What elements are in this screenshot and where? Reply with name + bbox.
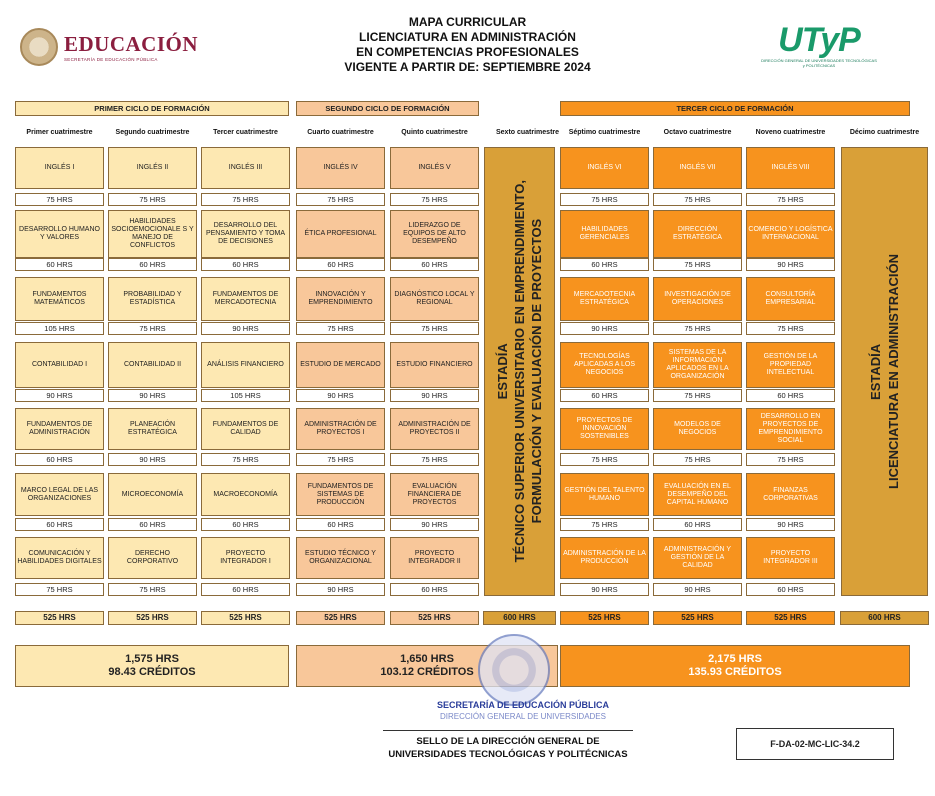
subject-cell: ADMINISTRACIÓN DE PROYECTOS I [296, 408, 385, 450]
column-total-hours: 525 HRS [296, 611, 385, 625]
subject-hours: 75 HRS [560, 453, 649, 466]
subject-hours: 60 HRS [653, 518, 742, 531]
subject-hours: 90 HRS [746, 518, 835, 531]
subject-cell: ADMINISTRACIÓN Y GESTIÓN DE LA CALIDAD [653, 537, 742, 579]
subject-hours: 75 HRS [296, 322, 385, 335]
subject-hours: 90 HRS [15, 389, 104, 402]
subject-hours: 75 HRS [390, 322, 479, 335]
subject-hours: 105 HRS [15, 322, 104, 335]
column-total-hours: 525 HRS [390, 611, 479, 625]
summary-cycle-1 [15, 645, 289, 687]
column-header: Tercer cuatrimestre [213, 128, 278, 136]
subject-hours: 90 HRS [390, 389, 479, 402]
subject-cell: MICROECONOMÍA [108, 473, 197, 516]
subject-hours: 60 HRS [296, 518, 385, 531]
subject-cell: SISTEMAS DE LA INFORMACIÓN APLICADOS EN LA ORGANIZACIÓN [653, 342, 742, 388]
subject-cell: MODELOS DE NEGOCIOS [653, 408, 742, 450]
cycle-header-1: PRIMER CICLO DE FORMACIÓN [15, 101, 289, 116]
subject-hours: 75 HRS [746, 322, 835, 335]
subject-hours: 75 HRS [296, 453, 385, 466]
page-title [300, 15, 635, 75]
summary-credits: 135.93 CRÉDITOS [688, 666, 782, 678]
subject-hours: 75 HRS [15, 583, 104, 596]
column-header: Noveno cuatrimestre [755, 128, 826, 136]
subject-hours: 60 HRS [296, 258, 385, 271]
column-header: Cuarto cuatrimestre [307, 128, 374, 136]
summary-hours: 2,175 HRS [708, 653, 762, 665]
subject-cell: INGLÉS IV [296, 147, 385, 189]
subject-cell: CONTABILIDAD I [15, 342, 104, 388]
subject-hours: 90 HRS [296, 389, 385, 402]
subject-hours: 75 HRS [108, 193, 197, 206]
subject-hours: 90 HRS [108, 453, 197, 466]
subject-cell: MACROECONOMÍA [201, 473, 290, 516]
subject-hours: 75 HRS [15, 193, 104, 206]
subject-hours: 60 HRS [201, 518, 290, 531]
subject-hours: 60 HRS [746, 389, 835, 402]
subject-hours: 75 HRS [653, 193, 742, 206]
subject-cell: DESARROLLO DEL PENSAMIENTO Y TOMA DE DECISIONES [201, 210, 290, 258]
utp-subtitle: DIRECCIÓN GENERAL DE UNIVERSIDADES TECNOLÓGICAS y POLITÉCNICAS [761, 58, 877, 68]
title-line: VIGENTE A PARTIR DE: SEPTIEMBRE 2024 [344, 60, 591, 74]
stamp-line: SECRETARÍA DE EDUCACIÓN PÚBLICA [436, 700, 609, 710]
column-total-hours: 525 HRS [746, 611, 835, 625]
column-header: Quinto cuatrimestre [401, 128, 468, 136]
subject-cell: INGLÉS II [108, 147, 197, 189]
subject-hours: 90 HRS [560, 322, 649, 335]
column-total-hours: 525 HRS [15, 611, 104, 625]
cycle-header-2: SEGUNDO CICLO DE FORMACIÓN [296, 101, 479, 116]
subject-cell: HABILIDADES GERENCIALES [560, 210, 649, 258]
subject-hours: 60 HRS [15, 258, 104, 271]
subject-cell: FINANZAS CORPORATIVAS [746, 473, 835, 516]
subject-hours: 60 HRS [390, 258, 479, 271]
subject-hours: 75 HRS [108, 583, 197, 596]
subject-cell: COMERCIO Y LOGÍSTICA INTERNACIONAL [746, 210, 835, 258]
subject-cell: INNOVACIÓN Y EMPRENDIMIENTO [296, 277, 385, 321]
subject-hours: 60 HRS [15, 453, 104, 466]
estadia-label: ESTADÍA TÉCNICO SUPERIOR UNIVERSITARIO EN EMPRENDIMIENTO, FORMULACIÓN Y EVALUACIÓN DE PROYECTOS [495, 180, 544, 563]
subject-cell: FUNDAMENTOS DE CALIDAD [201, 408, 290, 450]
subject-cell: TECNOLOGÍAS APLICADAS A LOS NEGOCIOS [560, 342, 649, 388]
subject-cell: GESTIÓN DEL TALENTO HUMANO [560, 473, 649, 516]
subject-cell: INVESTIGACIÓN DE OPERACIONES [653, 277, 742, 321]
subject-cell: DIRECCIÓN ESTRATÉGICA [653, 210, 742, 258]
subject-cell: COMUNICACIÓN Y HABILIDADES DIGITALES [15, 537, 104, 579]
subject-hours: 90 HRS [653, 583, 742, 596]
subject-hours: 60 HRS [560, 258, 649, 271]
subject-hours: 75 HRS [296, 193, 385, 206]
sep-seal-icon [20, 28, 58, 66]
subject-cell: MERCADOTECNIA ESTRATÉGICA [560, 277, 649, 321]
estadia-block [484, 147, 555, 596]
summary-credits: 98.43 CRÉDITOS [108, 666, 196, 678]
column-header: Séptimo cuatrimestre [568, 128, 641, 136]
subject-hours: 90 HRS [560, 583, 649, 596]
subject-hours: 90 HRS [108, 389, 197, 402]
subject-hours: 60 HRS [560, 389, 649, 402]
subject-cell: PROYECTO INTEGRADOR II [390, 537, 479, 579]
subject-cell: HABILIDADES SOCIOEMOCIONALE S Y MANEJO DE CONFLICTOS [108, 210, 197, 258]
column-total-hours: 525 HRS [201, 611, 290, 625]
summary-credits: 103.12 CRÉDITOS [380, 666, 474, 678]
subject-cell: PROBABILIDAD Y ESTADÍSTICA [108, 277, 197, 321]
document-code: F-DA-02-MC-LIC-34.2 [736, 728, 894, 760]
subject-hours: 105 HRS [201, 389, 290, 402]
subject-cell: PROYECTOS DE INNOVACIÓN SOSTENIBLES [560, 408, 649, 450]
subject-hours: 60 HRS [108, 258, 197, 271]
subject-hours: 75 HRS [560, 518, 649, 531]
subject-hours: 75 HRS [746, 453, 835, 466]
subject-hours: 75 HRS [108, 322, 197, 335]
subject-hours: 60 HRS [15, 518, 104, 531]
subject-cell: INGLÉS V [390, 147, 479, 189]
official-seal-icon [478, 634, 550, 706]
summary-cycle-3 [560, 645, 910, 687]
subject-cell: DERECHO CORPORATIVO [108, 537, 197, 579]
sep-subtitle: SECRETARÍA DE EDUCACIÓN PÚBLICA [64, 57, 158, 62]
subject-cell: INGLÉS VIII [746, 147, 835, 189]
column-total-hours: 525 HRS [560, 611, 649, 625]
subject-cell: INGLÉS I [15, 147, 104, 189]
subject-cell: ÉTICA PROFESIONAL [296, 210, 385, 258]
subject-hours: 75 HRS [201, 193, 290, 206]
title-line: LICENCIATURA EN ADMINISTRACIÓN [359, 30, 576, 44]
utp-logo [760, 21, 878, 68]
subject-hours: 75 HRS [653, 453, 742, 466]
subject-hours: 75 HRS [653, 322, 742, 335]
subject-hours: 75 HRS [390, 193, 479, 206]
header [0, 0, 935, 96]
subject-hours: 75 HRS [560, 193, 649, 206]
subject-cell: ADMINISTRACIÓN DE LA PRODUCCIÓN [560, 537, 649, 579]
subject-cell: LIDERAZGO DE EQUIPOS DE ALTO DESEMPEÑO [390, 210, 479, 258]
subject-cell: ADMINISTRACIÓN DE PROYECTOS II [390, 408, 479, 450]
subject-cell: PLANEACIÓN ESTRATÉGICA [108, 408, 197, 450]
subject-hours: 60 HRS [201, 258, 290, 271]
subject-hours: 90 HRS [390, 518, 479, 531]
signature-caption: SELLO DE LA DIRECCIÓN GENERAL DE UNIVERSIDADES TECNOLÓGICAS Y POLITÉCNICAS [383, 730, 633, 761]
subject-cell: FUNDAMENTOS DE SISTEMAS DE PRODUCCIÓN [296, 473, 385, 516]
subject-cell: PROYECTO INTEGRADOR III [746, 537, 835, 579]
subject-cell: INGLÉS III [201, 147, 290, 189]
column-header: Octavo cuatrimestre [663, 128, 732, 136]
sep-logo [20, 28, 198, 66]
subject-cell: EVALUACIÓN EN EL DESEMPEÑO DEL CAPITAL HUMANO [653, 473, 742, 516]
subject-cell: CONSULTORÍA EMPRESARIAL [746, 277, 835, 321]
subject-hours: 75 HRS [201, 453, 290, 466]
subject-cell: FUNDAMENTOS DE ADMINISTRACIÓN [15, 408, 104, 450]
column-total-hours: 600 HRS [483, 611, 556, 625]
column-header: Segundo cuatrimestre [115, 128, 190, 136]
subject-cell: EVALUACIÓN FINANCIERA DE PROYECTOS [390, 473, 479, 516]
subject-hours: 60 HRS [201, 583, 290, 596]
title-line: EN COMPETENCIAS PROFESIONALES [356, 45, 579, 59]
subject-cell: DESARROLLO HUMANO Y VALORES [15, 210, 104, 258]
subject-cell: FUNDAMENTOS DE MERCADOTECNIA [201, 277, 290, 321]
subject-hours: 60 HRS [390, 583, 479, 596]
subject-cell: CONTABILIDAD II [108, 342, 197, 388]
subject-hours: 75 HRS [746, 193, 835, 206]
subject-hours: 90 HRS [296, 583, 385, 596]
stamp-text [418, 700, 628, 722]
subject-cell: INGLÉS VII [653, 147, 742, 189]
summary-hours: 1,575 HRS [125, 653, 179, 665]
subject-cell: DIAGNÓSTICO LOCAL Y REGIONAL [390, 277, 479, 321]
subject-cell: FUNDAMENTOS MATEMÁTICOS [15, 277, 104, 321]
column-total-hours: 525 HRS [653, 611, 742, 625]
subject-hours: 75 HRS [653, 389, 742, 402]
column-header: Décimo cuatrimestre [849, 128, 920, 136]
subject-cell: ESTUDIO DE MERCADO [296, 342, 385, 388]
subject-hours: 90 HRS [201, 322, 290, 335]
subject-hours: 75 HRS [390, 453, 479, 466]
utp-mark: UTyP [778, 21, 860, 59]
column-header: Sexto cuatrimestre [495, 128, 560, 136]
summary-hours: 1,650 HRS [400, 653, 454, 665]
cycle-header-3: TERCER CICLO DE FORMACIÓN [560, 101, 910, 116]
subject-cell: ESTUDIO TÉCNICO Y ORGANIZACIONAL [296, 537, 385, 579]
subject-cell: MARCO LEGAL DE LAS ORGANIZACIONES [15, 473, 104, 516]
subject-cell: PROYECTO INTEGRADOR I [201, 537, 290, 579]
column-total-hours: 525 HRS [108, 611, 197, 625]
estadia-label: ESTADÍA LICENCIATURA EN ADMINISTRACIÓN [867, 254, 901, 489]
estadia-block [841, 147, 928, 596]
column-header: Primer cuatrimestre [26, 128, 93, 136]
subject-cell: ESTUDIO FINANCIERO [390, 342, 479, 388]
stamp-line: DIRECCIÓN GENERAL DE UNIVERSIDADES [440, 712, 606, 721]
subject-hours: 60 HRS [108, 518, 197, 531]
subject-cell: INGLÉS VI [560, 147, 649, 189]
subject-cell: DESARROLLO EN PROYECTOS DE EMPRENDIMIENTO SOCIAL [746, 408, 835, 450]
subject-cell: GESTIÓN DE LA PROPIEDAD INTELECTUAL [746, 342, 835, 388]
column-total-hours: 600 HRS [840, 611, 929, 625]
subject-hours: 75 HRS [653, 258, 742, 271]
subject-hours: 60 HRS [746, 583, 835, 596]
subject-cell: ANÁLISIS FINANCIERO [201, 342, 290, 388]
subject-hours: 90 HRS [746, 258, 835, 271]
sep-name: EDUCACIÓN [64, 32, 199, 56]
title-line: MAPA CURRICULAR [408, 15, 527, 29]
